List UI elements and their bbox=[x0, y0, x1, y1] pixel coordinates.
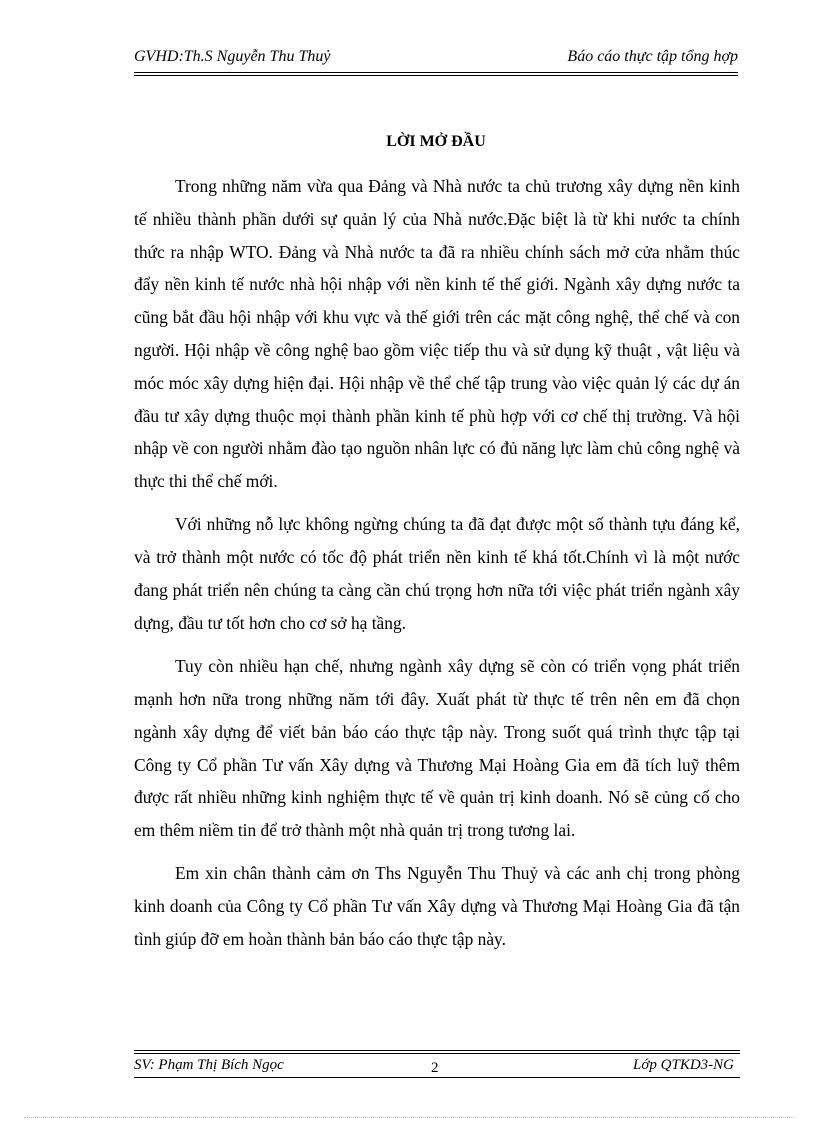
paragraph-1: Trong những năm vừa qua Đảng và Nhà nước ta chủ trương xây dựng nền kinh tế nhiều thành phần dưới sự quản lý của Nhà nước.Đặc biệt là từ khi nước ta chính thức ra nhập WTO. Đảng và Nhà nước ta đã ra nhiều chính sách mở cửa nhằm thúc đẩy nền kinh tế nước nhà hội nhập với nền kinh tế thế giới. Ngành xây dựng nước ta cũng bắt đầu hội nhập với khu vực và thế giới trên các mặt công nghệ, thể chế và con người. Hội nhập về công nghệ bao gồm việc tiếp thu và sử dụng kỹ thuật , vật liệu và móc móc xây dựng hiện đại. Hội nhập về thể chế tập trung vào việc quản lý các dự án đầu tư xây dựng thuộc mọi thành phần kinh tế phù hợp với cơ chế thị trường. Và hội nhập về con người nhằm đào tạo nguồn nhân lực có đủ năng lực làm chủ công nghệ và thực thi thể chế mới. bbox=[134, 176, 740, 492]
footer-bottom-divider bbox=[134, 1077, 740, 1078]
paragraph-2: Với những nỗ lực không ngừng chúng ta đã đạt được một số thành tựu đáng kể, và trở thành một nước có tốc độ phát triển nền kinh tế khá tốt.Chính vì là một nước đang phát triển nên chúng ta càng cần chú trọng hơn nữa tới việc phát triển ngành xây dựng, đầu tư tốt hơn cho cơ sở hạ tầng. bbox=[134, 514, 740, 633]
paragraph-4: Em xin chân thành cảm ơn Ths Nguyễn Thu Thuỷ và các anh chị trong phòng kinh doanh của Công ty Cổ phần Tư vấn Xây dựng và Thương Mại Hoàng Gia đã tận tình giúp đỡ em hoàn thành bản báo cáo thực tập này. bbox=[134, 863, 740, 950]
document-body bbox=[134, 170, 740, 966]
page-title: LỜI MỞ ĐẦU bbox=[386, 133, 486, 150]
page-edge-dots bbox=[24, 1117, 794, 1118]
page-header bbox=[134, 46, 738, 70]
header-report-title: Báo cáo thực tập tổng hợp bbox=[567, 48, 738, 65]
header-divider bbox=[134, 72, 738, 76]
page-number: 2 bbox=[431, 1060, 439, 1076]
footer-student: SV: Phạm Thị Bích Ngọc bbox=[134, 1057, 284, 1073]
footer-class: Lớp QTKD3-NG bbox=[633, 1057, 734, 1073]
paragraph-3: Tuy còn nhiều hạn chế, nhưng ngành xây dựng sẽ còn có triển vọng phát triển mạnh hơn nữa trong những năm tới đây. Xuất phát từ thực tế trên nên em đã chọn ngành xây dựng để viết bản báo cáo thực tập này. Trong suốt quá trình thực tập tại Công ty Cổ phần Tư vấn Xây dựng và Thương Mại Hoàng Gia em đã tích luỹ thêm được rất nhiều những kinh nghiệm thực tế về quản trị kinh doanh. Nó sẽ củng cố cho em thêm niềm tin để trở thành một nhà quản trị trong tương lai. bbox=[134, 656, 740, 841]
page-footer bbox=[134, 1056, 740, 1078]
footer-divider bbox=[134, 1050, 740, 1054]
header-instructor: GVHD:Th.S Nguyễn Thu Thuỷ bbox=[134, 48, 331, 65]
